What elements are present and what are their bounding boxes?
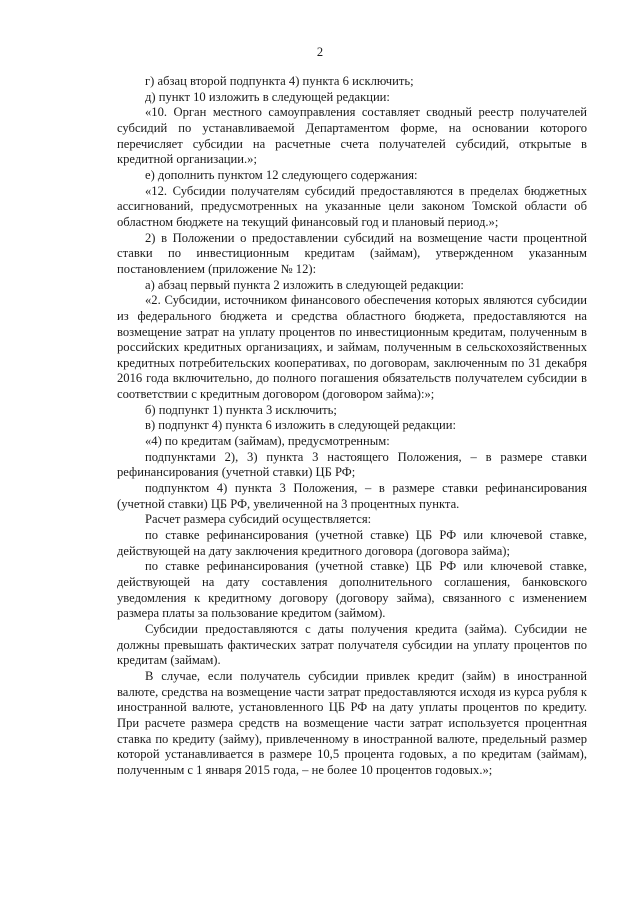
paragraph-rate-contract-date: по ставке рефинансирования (учетной ставке) ЦБ РФ или ключевой ставке, действующей на дату заключения кредитного договора (договора займа);	[117, 528, 587, 558]
paragraph-item-10: «10. Орган местного самоуправления составляет сводный реестр получателей субсидий по устанавливаемой Департаментом форме, на основании которого перечисляет субсидии на расчетные счета получателей субсидий, открытые в кредитной организации.»;	[117, 105, 587, 167]
paragraph-rate-agreement-date: по ставке рефинансирования (учетной ставке) ЦБ РФ или ключевой ставке, действующей на дату составления дополнительного соглашения, банковского уведомления к кредитному договору (договору займа), связанного с изменением размера платы за пользование кредитом (займом).	[117, 559, 587, 621]
paragraph-subitem-4-rate: подпунктом 4) пункта 3 Положения, – в размере ставки рефинансирования (учетной ставки) ЦБ РФ, увеличенной на 3 процентных пункта.	[117, 481, 587, 511]
paragraph-a: а) абзац первый пункта 2 изложить в следующей редакции:	[145, 277, 464, 292]
paragraph-subitem-4: «4) по кредитам (займам), предусмотренным:	[145, 434, 390, 449]
document-body	[117, 74, 587, 779]
paragraph-d: д) пункт 10 изложить в следующей редакции:	[145, 89, 390, 104]
paragraph-b: б) подпункт 1) пункта 3 исключить;	[145, 402, 337, 417]
paragraph-foreign-currency: В случае, если получатель субсидии привлек кредит (займ) в иностранной валюте, средства на возмещение части затрат предоставляются исходя из курса рубля к иностранной валюте, установленного ЦБ РФ на дату уплаты процентов по кредиту. При расчете размера средств на возмещение части затрат используется процентная ставка по кредиту (займу), привлеченному в иностранной валюте, предельный размер которой устанавливается в размере 10,5 процента годовых, а по кредитам (займам), полученным с 1 января 2015 года, – не более 10 процентов годовых.»;	[117, 668, 587, 777]
paragraph-subsidy-date: Субсидии предоставляются с даты получения кредита (займа). Субсидии не должны превышать фактических затрат получателя субсидии на уплату процентов по кредитам (займам).	[117, 621, 587, 668]
paragraph-section-2: 2) в Положении о предоставлении субсидий на возмещение части процентной ставки по инвестиционным кредитам (займам), утвержденном указанным постановлением (приложение № 12):	[117, 230, 587, 276]
paragraph-g: г) абзац второй подпункта 4) пункта 6 исключить;	[145, 74, 414, 88]
paragraph-item-12: «12. Субсидии получателям субсидий предоставляются в пределах бюджетных ассигнований, предусмотренных на указанные цели законом Томской области об областном бюджете на текущий финансовый год и плановый период.»;	[117, 183, 587, 229]
paragraph-e: е) дополнить пунктом 12 следующего содержания:	[145, 167, 418, 182]
paragraph-item-2: «2. Субсидии, источником финансового обеспечения которых являются субсидии из федерального бюджета и средства областного бюджета, предоставляются на возмещение затрат на уплату процентов по инвестиционным кредитам, полученным в российских кредитных организациях, и займам, полученным в сельскохозяйственных кредитных потребительских кооперативах, по договорам, заключенным по 31 декабря 2016 года включительно, до полного погашения обязательств получателем субсидии в соответствии с кредитным договором (договором займа):»;	[117, 293, 587, 402]
paragraph-calculation: Расчет размера субсидий осуществляется:	[145, 512, 372, 527]
paragraph-v: в) подпункт 4) пункта 6 изложить в следующей редакции:	[145, 418, 457, 433]
page-number: 2	[316, 45, 324, 59]
paragraph-subitems-2-3: подпунктами 2), 3) пункта 3 настоящего Положения, – в размере ставки рефинансирования (учетной ставки) ЦБ РФ;	[117, 449, 587, 480]
